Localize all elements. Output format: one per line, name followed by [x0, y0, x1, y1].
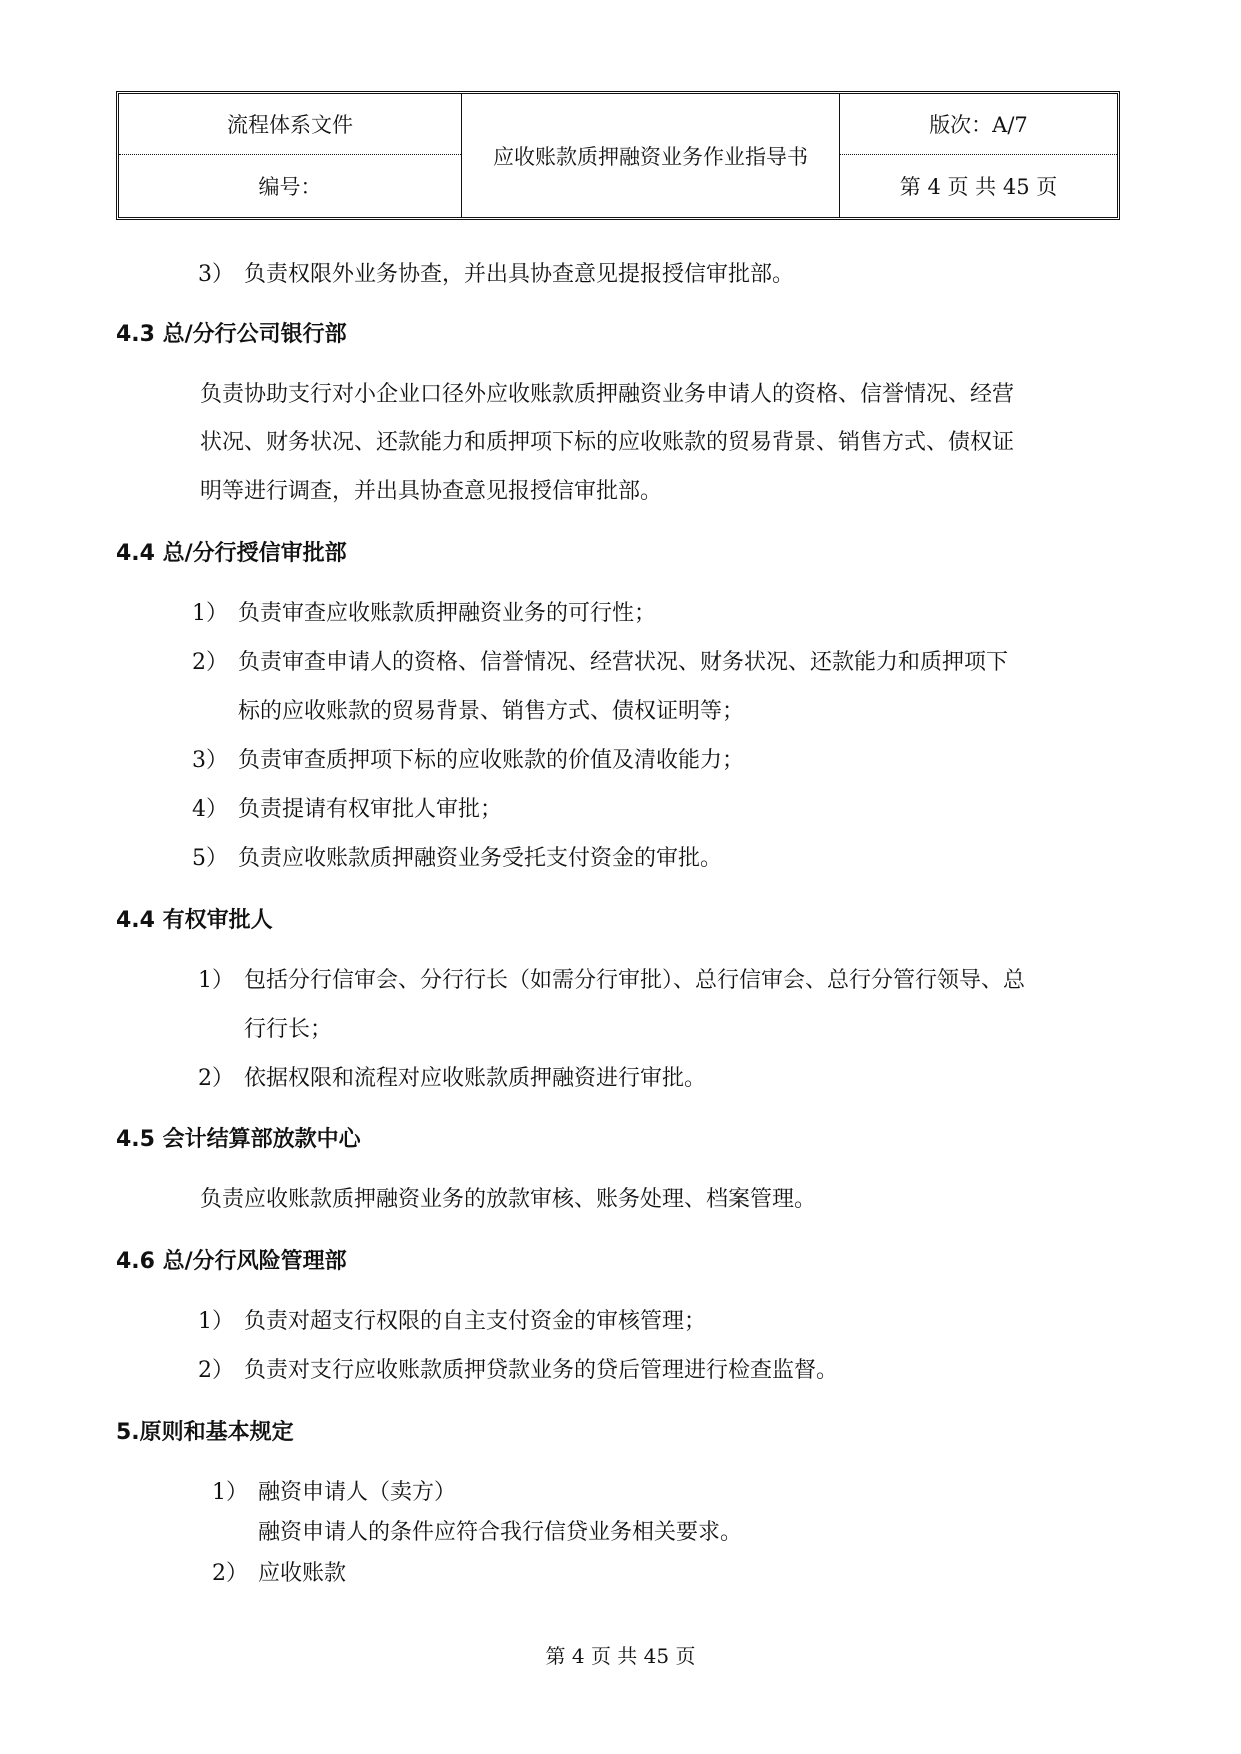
list-text: 负责审查应收账款质押融资业务的可行性；: [238, 601, 657, 626]
list-number: 1）: [192, 601, 228, 626]
number-label: 编号：: [258, 174, 322, 199]
list-item: [212, 1482, 456, 1504]
section-heading-5: 5.原则和基本规定: [116, 1420, 294, 1445]
paragraph-line: 负责应收账款质押融资业务的放款审核、账务处理、档案管理。: [200, 1187, 817, 1212]
system-label: 流程体系文件: [227, 113, 353, 137]
list-item: [198, 1311, 706, 1333]
list-number: 2）: [192, 650, 228, 675]
list-number: 2）: [198, 1358, 234, 1383]
list-text: 负责权限外业务协查，并出具协查意见提报授信审批部。: [244, 262, 795, 287]
list-item: [198, 1360, 838, 1382]
list-text: 融资申请人的条件应符合我行信贷业务相关要求。: [258, 1520, 743, 1545]
list-item: [192, 603, 656, 625]
list-item: [192, 652, 1008, 674]
section-heading-4-6: 4.6 总/分行风险管理部: [116, 1249, 347, 1274]
list-item-continuation: [198, 1019, 332, 1041]
section-heading-4-5: 4.5 会计结算部放款中心: [116, 1127, 361, 1152]
list-number: 1）: [198, 1309, 234, 1334]
list-text: 负责应收账款质押融资业务受托支付资金的审批。: [238, 846, 723, 871]
list-item-continuation: [212, 1522, 742, 1544]
section-heading-4-4-authorized-approver: 4.4 有权审批人: [116, 908, 273, 933]
list-item: [198, 970, 1025, 992]
header-table: [116, 91, 1120, 220]
paragraph-line: 负责协助支行对小企业口径外应收账款质押融资业务申请人的资格、信誉情况、经营: [200, 382, 1015, 407]
page-info: 第 4 页 共 45 页: [899, 174, 1058, 199]
page-footer: 第 4 页 共 45 页: [545, 1644, 696, 1668]
list-number: 3）: [198, 262, 234, 287]
list-number: 1）: [212, 1480, 248, 1505]
list-item: [212, 1563, 346, 1585]
list-item: [198, 1068, 706, 1090]
section-heading-4-3: 4.3 总/分行公司银行部: [116, 322, 347, 347]
doc-title: 应收账款质押融资业务作业指导书: [493, 144, 808, 169]
list-number: 1）: [198, 968, 234, 993]
list-item: [192, 799, 502, 821]
list-number: 2）: [198, 1066, 234, 1091]
list-text: 负责提请有权审批人审批；: [238, 797, 503, 822]
list-item: [198, 264, 794, 286]
list-text: 行行长；: [244, 1017, 333, 1042]
list-text: 负责审查申请人的资格、信誉情况、经营状况、财务状况、还款能力和质押项下: [238, 650, 1009, 675]
list-item: [192, 848, 722, 870]
list-number: 3）: [192, 748, 228, 773]
list-item-continuation: [192, 701, 744, 723]
list-text: 融资申请人（卖方）: [258, 1480, 457, 1505]
paragraph-line: 状况、财务状况、还款能力和质押项下标的应收账款的贸易背景、销售方式、债权证: [200, 430, 1015, 455]
list-number: 2）: [212, 1561, 248, 1586]
section-heading-4-4-approval-dept: 4.4 总/分行授信审批部: [116, 541, 347, 566]
list-text: 负责对超支行权限的自主支付资金的审核管理；: [244, 1309, 707, 1334]
list-number: 4）: [192, 797, 228, 822]
list-text: 应收账款: [258, 1561, 347, 1586]
list-text: 依据权限和流程对应收账款质押融资进行审批。: [244, 1066, 707, 1091]
list-text: 包括分行信审会、分行行长（如需分行审批）、总行信审会、总行分管行领导、总: [244, 968, 1026, 993]
list-item: [192, 750, 744, 772]
paragraph-line: 明等进行调查，并出具协查意见报授信审批部。: [200, 479, 663, 504]
list-text: 标的应收账款的贸易背景、销售方式、债权证明等；: [238, 699, 745, 724]
version-label: 版次：A/7: [929, 113, 1028, 137]
list-text: 负责审查质押项下标的应收账款的价值及清收能力；: [238, 748, 745, 773]
list-number: 5）: [192, 846, 228, 871]
list-text: 负责对支行应收账款质押贷款业务的贷后管理进行检查监督。: [244, 1358, 839, 1383]
